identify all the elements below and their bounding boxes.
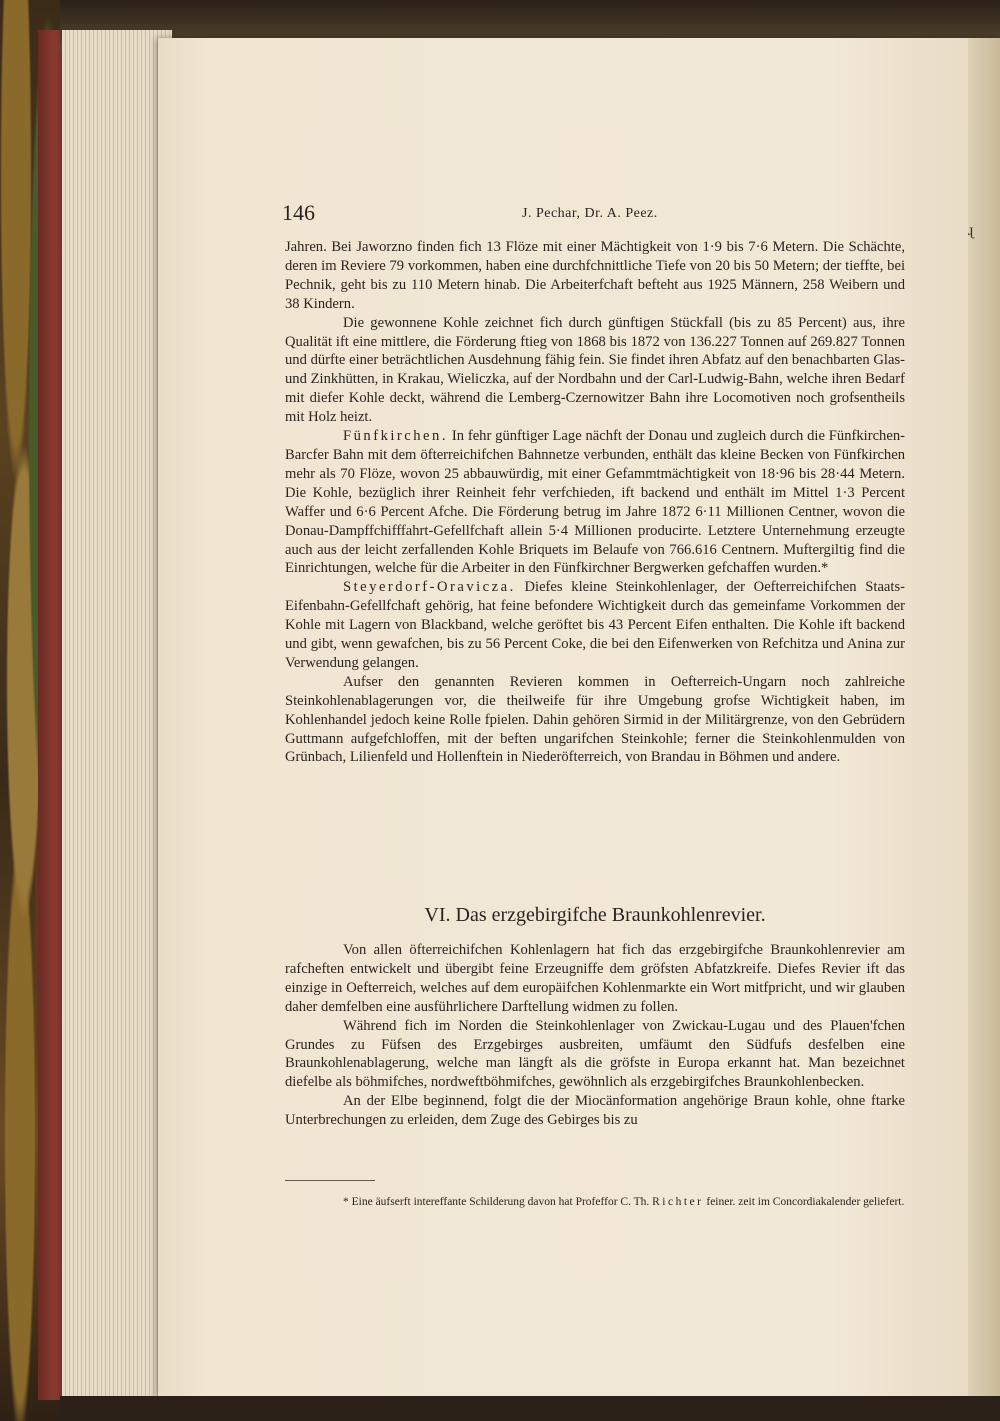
page-edges (62, 30, 172, 1400)
running-head: J. Pechar, Dr. A. Peez. (522, 206, 658, 221)
paragraph: Jahren. Bei Jaworzno finden fich 13 Flöze mit einer Mächtigkeit von 1·9 bis 7·6 Metern. Die Schächte, deren im Reviere 79 vorkommen, haben eine durchfchnittliche Tiefe von 20 bis 50 Metern; der tieffte, bei Pechnik, geht bis zu 110 Metern hinab. Die Arbeiterfchaft befteht aus 1925 Männern, 258 Weibern und 38 Kindern. (285, 239, 905, 312)
body-text (285, 238, 905, 767)
section-title: VI. Das erzgebirgifche Braunkohlenrevier. (424, 904, 766, 926)
paragraph: Die gewonnene Kohle zeichnet fich durch günftigen Stückfall (bis zu 85 Percent) aus, ihre Qualität ift eine mittlere, die Förderung ftieg von 1868 bis 1872 von 136.227 Tonnen auf 269.827 Tonnen und dürfte einer beträchtlichen Ausdehnung fähig fein. Sie findet ihren Abfatz auf den benachbarten Glas- und Zinkhütten, in Krakau, Wieliczka, auf der Nordbahn und der Carl-Ludwig-Bahn, welche ihren Bedarf mit diefer Kohle deckt, während die Lemberg-Czernowitzer Bahn ihre Locomotiven noch grofsentheils mit Holz heizt. (285, 314, 905, 426)
paragraph-fuenfkirchen (285, 427, 905, 578)
page-number: 146 (282, 200, 315, 225)
footnote-before: * Eine äufserft intereffante Schilderung davon hat Profeffor C. Th. (343, 1196, 650, 1208)
page-right-edge (968, 38, 1000, 1398)
section-body (285, 941, 905, 1130)
paragraph-text: Diefes kleine Steinkohlenlager, der Oefterreichifchen Staats-Eifenbahn-Gefellfchaft gehörig, hat feine befondere Wichtigkeit durch das gemeinfame Vorkommen der Kohle mit Lagern von Blackband, welche geröftet bis 43 Percent Eifen enthalten. Die Kohle ift backend und gibt, wenn gewafchen, bis zu 56 Percent Coke, die bei den Eifenwerken von Refchitza und Anina zur Verwendung gelangen. (285, 579, 905, 671)
paragraph: An der Elbe beginnend, folgt die der Miocänformation angehörige Braun kohle, ohne ftarke Unterbrechungen zu erleiden, dem Zuge des Gebirges bis zu (285, 1093, 905, 1129)
footnote-text (285, 1195, 905, 1210)
page-header (282, 200, 902, 230)
paragraph-lead: Steyerdorf-Oravicza. (343, 579, 516, 596)
footnote-rule (285, 1180, 375, 1181)
paragraph-text: In fehr günftiger Lage nächft der Donau und zugleich durch die Fünfkirchen-Barcfer Bahn mit dem öfterreichifchen Bahnnetze verbunden, enthält das kleine Becken von Fünfkirchen mehr als 70 Flöze, wovon 25 abbauwürdig, mit einer Gefammtmächtigkeit von 18·96 bis 28·44 Metern. Die Kohle, bezüglich ihrer Reinheit fehr verfchieden, ift backend und enthält im Mittel 1·3 Percent Waffer und 6·6 Percent Afche. Die Förderung betrug im Jahre 1872 6·11 Millionen Centner, wovon die Donau-Dampffchifffahrt-Gefellfchaft allein 5·4 Millionen producirte. Letztere Unternehmung erzeugte auch aus der leicht zerfallenden Kohle Briquets im Belaufe von 766.616 Centnern. Muftergiltig find die Einrichtungen, welche für die Arbeiter in den Fünfkirchner Bergwerken gefchaffen wurden.* (285, 428, 905, 577)
footnote (285, 1195, 905, 1210)
footnote-name: Richter (652, 1196, 704, 1208)
bottom-binding (60, 1396, 1000, 1421)
margin-mark: ɻ (968, 222, 974, 239)
paragraph: Während fich im Norden die Steinkohlenlager von Zwickau-Lugau und des Plauen'fchen Grundes zu Füfsen des Erzgebirges ausbreiten, umfäumt den Südfufs desfelben eine Braunkohlenablagerung, welche man längft als die gröfste in Europa erkannt hat. Man bezeichnet diefelbe als böhmifches, nordweftböhmifches, gewöhnlich als erzgebirgifches Braunkohlenbecken. (285, 1017, 905, 1091)
paragraph-lead: Fünfkirchen. (343, 428, 448, 445)
paragraph: Aufser den genannten Revieren kommen in Oefterreich-Ungarn noch zahlreiche Steinkohlenablagerungen vor, die theilweife für ihre Umgebung grofse Wichtigkeit haben, im Kohlenhandel jedoch keine Rolle fpielen. Dahin gehören Sirmid in der Militärgrenze, von den Gebrüdern Guttmann aufgefchloffen, mit der beften ungarifchen Steinkohle; ferner die Steinkohlenmulden von Grünbach, Lilienfeld und Hollenftein in Niederöfterreich, von Brandau in Böhmen und andere. (285, 673, 905, 766)
footnote-after: feiner. zeit im Concordiakalender geliefert. (703, 1196, 905, 1208)
paragraph-steyerdorf (285, 578, 905, 673)
paragraph: Von allen öfterreichifchen Kohlenlagern hat fich das erzgebirgifche Braunkohlenrevier am rafcheften entwickelt und übergibt feine Erzeugniffe dem gröfsten Abfatzkreife. Diefes Revier ift das einzige in Oefterreich, welches auf dem europäifchen Kohlenmarkte ein Wort mitfpricht, und wir glauben daher demfelben eine ausführlichere Darftellung widmen zu follen. (285, 942, 905, 1015)
